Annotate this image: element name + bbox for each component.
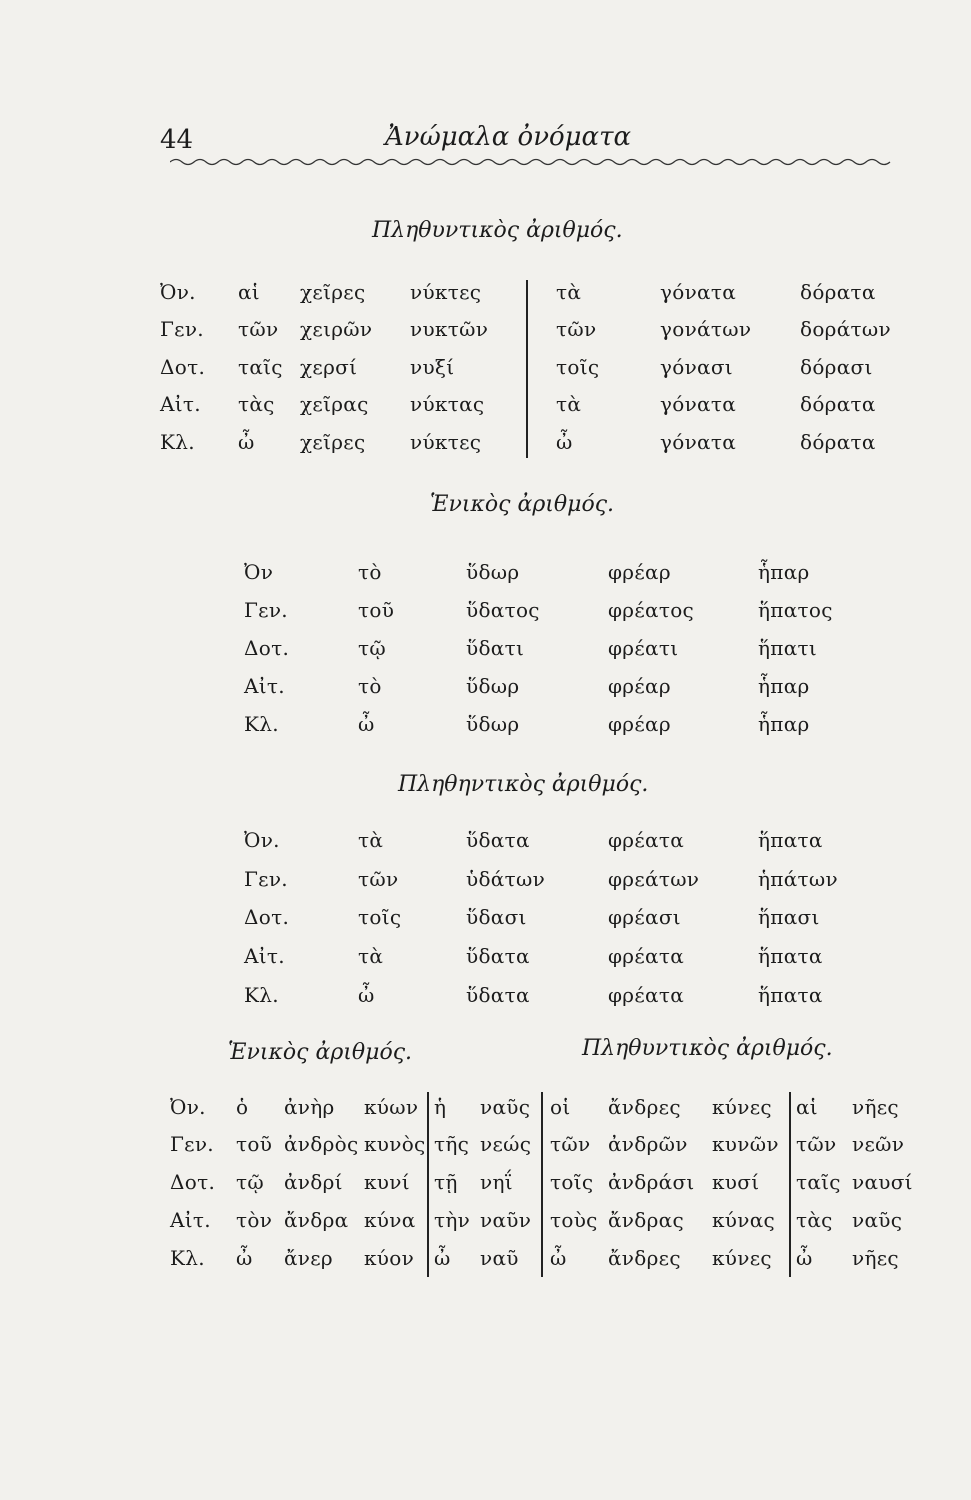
table3-hydor-pl-cell: ὕδατα <box>466 983 530 1007</box>
table4-sg-kyon-cell: κύων <box>364 1095 419 1119</box>
table4-pl-nees-cell: ναυσί <box>852 1170 913 1194</box>
table4-sg-article-2-cell: τὴν <box>434 1208 471 1232</box>
table4-sg-aner-cell: ἀνὴρ <box>284 1095 335 1119</box>
table4-pl-article-2-cell: τῶν <box>796 1132 837 1156</box>
table3-case-cell: Αἰτ. <box>244 944 285 968</box>
table4-heading-plural: Πληθυντικὸς ἀριθμός. <box>582 1036 833 1061</box>
table4-pl-kynes-cell: κύνας <box>712 1208 776 1232</box>
table4-sg-article-2-cell: τῆς <box>434 1132 470 1156</box>
table3-case-cell: Γεν. <box>244 867 288 891</box>
table1-case-cell: Αἰτ. <box>160 392 201 416</box>
table4-divider-3 <box>789 1092 791 1277</box>
table2-article-cell: τὸ <box>358 560 382 584</box>
table1-article-a-cell: αἱ <box>238 280 260 304</box>
table1-case-cell: Γεν. <box>160 317 204 341</box>
table2-heading: Ἑνικὸς ἀριθμός. <box>430 492 615 517</box>
table2-article-cell: τοῦ <box>358 598 395 622</box>
table4-pl-nees-cell: νεῶν <box>852 1132 905 1156</box>
page-number: 44 <box>160 125 194 155</box>
table3-phrear-pl-cell: φρέατα <box>608 944 684 968</box>
table4-pl-article-2-cell: ὦ <box>796 1246 813 1270</box>
table4-pl-nees-cell: νῆες <box>852 1095 899 1119</box>
table4-sg-article-2-cell: τῇ <box>434 1170 458 1194</box>
table1-heading: Πληθυντικὸς ἀριθμός. <box>372 218 623 243</box>
table1-cheir-cell: χεῖρες <box>300 280 366 304</box>
table1-article-a-cell: ταῖς <box>238 355 283 379</box>
table2-article-cell: τὸ <box>358 674 382 698</box>
table1-gony-cell: γονάτων <box>660 317 752 341</box>
table1-article-b-cell: τῶν <box>556 317 597 341</box>
table4-heading-singular: Ἑνικὸς ἀριθμός. <box>228 1040 413 1065</box>
table2-phrear-cell: φρέαρ <box>608 560 671 584</box>
table3-case-cell: Ὀν. <box>244 828 280 852</box>
table1-gony-cell: γόνασι <box>660 355 733 379</box>
table4-sg-article-1-cell: τὸν <box>236 1208 273 1232</box>
table4-pl-nees-cell: ναῦς <box>852 1208 903 1232</box>
table3-article-cell: τῶν <box>358 867 399 891</box>
table1-dory-cell: δόρατα <box>800 392 876 416</box>
table4-pl-kynes-cell: κυσί <box>712 1170 760 1194</box>
table4-sg-kyon-cell: κυνὸς <box>364 1132 426 1156</box>
table1-nyx-cell: νυξί <box>410 355 455 379</box>
table2-hydor-cell: ὕδωρ <box>466 674 520 698</box>
table4-sg-kyon-cell: κύνα <box>364 1208 416 1232</box>
table4-pl-article-1-cell: τοὺς <box>550 1208 598 1232</box>
table4-sg-aner-cell: ἀνδρὸς <box>284 1132 359 1156</box>
table3-article-cell: τὰ <box>358 944 384 968</box>
table4-pl-article-1-cell: οἱ <box>550 1095 571 1119</box>
table4-pl-article-1-cell: τοῖς <box>550 1170 594 1194</box>
table1-dory-cell: δοράτων <box>800 317 891 341</box>
table2-case-cell: Γεν. <box>244 598 288 622</box>
table3-hepar-pl-cell: ἥπατα <box>758 944 823 968</box>
table1-dory-cell: δόρατα <box>800 280 876 304</box>
table1-nyx-cell: νύκτες <box>410 430 482 454</box>
table2-hepar-cell: ἥπατι <box>758 636 818 660</box>
table4-pl-nees-cell: νῆες <box>852 1246 899 1270</box>
table2-article-cell: τῷ <box>358 636 386 660</box>
table4-divider-1 <box>427 1092 429 1277</box>
table2-hydor-cell: ὕδατι <box>466 636 525 660</box>
table3-phrear-pl-cell: φρέατα <box>608 828 684 852</box>
table2-hydor-cell: ὕδωρ <box>466 560 520 584</box>
table2-hepar-cell: ἧπαρ <box>758 712 810 736</box>
table2-case-cell: Δοτ. <box>244 636 290 660</box>
table3-hepar-pl-cell: ἥπασι <box>758 905 820 929</box>
table4-case-cell: Γεν. <box>170 1132 214 1156</box>
table4-pl-kynes-cell: κύνες <box>712 1246 772 1270</box>
table4-sg-aner-cell: ἄνερ <box>284 1246 333 1270</box>
table4-sg-article-2-cell: ἡ <box>434 1095 447 1119</box>
table2-article-cell: ὦ <box>358 712 375 736</box>
table4-sg-aner-cell: ἀνδρί <box>284 1170 343 1194</box>
table1-gony-cell: γόνατα <box>660 392 737 416</box>
table3-hepar-pl-cell: ἥπατα <box>758 828 823 852</box>
table1-divider <box>526 280 528 458</box>
table2-phrear-cell: φρέατι <box>608 636 679 660</box>
table3-hepar-pl-cell: ἡπάτων <box>758 867 838 891</box>
table4-sg-article-1-cell: ὁ <box>236 1095 249 1119</box>
table1-article-b-cell: τὰ <box>556 280 582 304</box>
table2-hydor-cell: ὕδωρ <box>466 712 520 736</box>
table4-pl-article-2-cell: ταῖς <box>796 1170 841 1194</box>
table4-sg-naus-cell: ναῦ <box>480 1246 519 1270</box>
table4-sg-naus-cell: ναῦς <box>480 1095 531 1119</box>
table1-nyx-cell: νύκτας <box>410 392 485 416</box>
table1-dory-cell: δόρασι <box>800 355 873 379</box>
table1-article-a-cell: ὦ <box>238 430 255 454</box>
table2-case-cell: Κλ. <box>244 712 279 736</box>
table4-pl-article-2-cell: τὰς <box>796 1208 833 1232</box>
table4-case-cell: Δοτ. <box>170 1170 216 1194</box>
table4-sg-naus-cell: νηΐ <box>480 1170 513 1194</box>
table1-article-a-cell: τὰς <box>238 392 275 416</box>
table1-cheir-cell: χειρῶν <box>300 317 373 341</box>
table4-sg-article-1-cell: ὦ <box>236 1246 253 1270</box>
table4-pl-andres-cell: ἄνδρας <box>608 1208 684 1232</box>
table4-divider-2 <box>541 1092 543 1277</box>
table3-case-cell: Δοτ. <box>244 905 290 929</box>
table1-article-a-cell: τῶν <box>238 317 279 341</box>
table2-case-cell: Ὀν <box>244 560 274 584</box>
table3-phrear-pl-cell: φρέασι <box>608 905 681 929</box>
table1-cheir-cell: χεῖρες <box>300 430 366 454</box>
table2-case-cell: Αἰτ. <box>244 674 285 698</box>
table4-case-cell: Ὀν. <box>170 1095 206 1119</box>
table3-phrear-pl-cell: φρέατα <box>608 983 684 1007</box>
table4-pl-kynes-cell: κύνες <box>712 1095 772 1119</box>
table3-article-cell: τοῖς <box>358 905 402 929</box>
table3-hydor-pl-cell: ὕδατα <box>466 828 530 852</box>
table1-article-b-cell: τὰ <box>556 392 582 416</box>
table4-pl-andres-cell: ἀνδράσι <box>608 1170 695 1194</box>
table1-gony-cell: γόνατα <box>660 280 737 304</box>
table3-hydor-pl-cell: ὕδασι <box>466 905 527 929</box>
table4-sg-kyon-cell: κυνί <box>364 1170 410 1194</box>
table3-case-cell: Κλ. <box>244 983 279 1007</box>
table1-gony-cell: γόνατα <box>660 430 737 454</box>
table4-sg-aner-cell: ἄνδρα <box>284 1208 349 1232</box>
table1-dory-cell: δόρατα <box>800 430 876 454</box>
table2-hepar-cell: ἥπατος <box>758 598 833 622</box>
table1-nyx-cell: νύκτες <box>410 280 482 304</box>
table2-hepar-cell: ἧπαρ <box>758 560 810 584</box>
table2-hydor-cell: ὕδατος <box>466 598 540 622</box>
table3-article-cell: ὦ <box>358 983 375 1007</box>
table4-pl-andres-cell: ἄνδρες <box>608 1246 681 1270</box>
table4-pl-article-1-cell: ὦ <box>550 1246 567 1270</box>
table4-sg-article-1-cell: τοῦ <box>236 1132 273 1156</box>
table4-sg-kyon-cell: κύον <box>364 1246 415 1270</box>
table4-pl-article-2-cell: αἱ <box>796 1095 818 1119</box>
table3-article-cell: τὰ <box>358 828 384 852</box>
table1-case-cell: Ὀν. <box>160 280 196 304</box>
table4-pl-kynes-cell: κυνῶν <box>712 1132 779 1156</box>
table3-phrear-pl-cell: φρεάτων <box>608 867 700 891</box>
table1-case-cell: Δοτ. <box>160 355 206 379</box>
table2-hepar-cell: ἧπαρ <box>758 674 810 698</box>
table4-case-cell: Αἰτ. <box>170 1208 211 1232</box>
table4-pl-article-1-cell: τῶν <box>550 1132 591 1156</box>
table4-sg-naus-cell: νεώς <box>480 1132 532 1156</box>
table4-sg-article-1-cell: τῷ <box>236 1170 264 1194</box>
table1-article-b-cell: ὦ <box>556 430 573 454</box>
table1-cheir-cell: χερσί <box>300 355 358 379</box>
table2-phrear-cell: φρέατος <box>608 598 695 622</box>
wavy-rule <box>170 155 895 169</box>
table1-cheir-cell: χεῖρας <box>300 392 369 416</box>
table3-hydor-pl-cell: ὕδατα <box>466 944 530 968</box>
table2-phrear-cell: φρέαρ <box>608 712 671 736</box>
table1-article-b-cell: τοῖς <box>556 355 600 379</box>
table4-sg-article-2-cell: ὦ <box>434 1246 451 1270</box>
table1-nyx-cell: νυκτῶν <box>410 317 489 341</box>
table4-sg-naus-cell: ναῦν <box>480 1208 532 1232</box>
table3-hepar-pl-cell: ἥπατα <box>758 983 823 1007</box>
table4-pl-andres-cell: ἄνδρες <box>608 1095 681 1119</box>
table2-phrear-cell: φρέαρ <box>608 674 671 698</box>
table3-heading: Πληθηντικὸς ἀριθμός. <box>398 772 649 797</box>
page-title: Ἀνώμαλα ὀνόματα <box>385 122 632 152</box>
table4-case-cell: Κλ. <box>170 1246 205 1270</box>
table3-hydor-pl-cell: ὑδάτων <box>466 867 546 891</box>
table4-pl-andres-cell: ἀνδρῶν <box>608 1132 688 1156</box>
table1-case-cell: Κλ. <box>160 430 195 454</box>
